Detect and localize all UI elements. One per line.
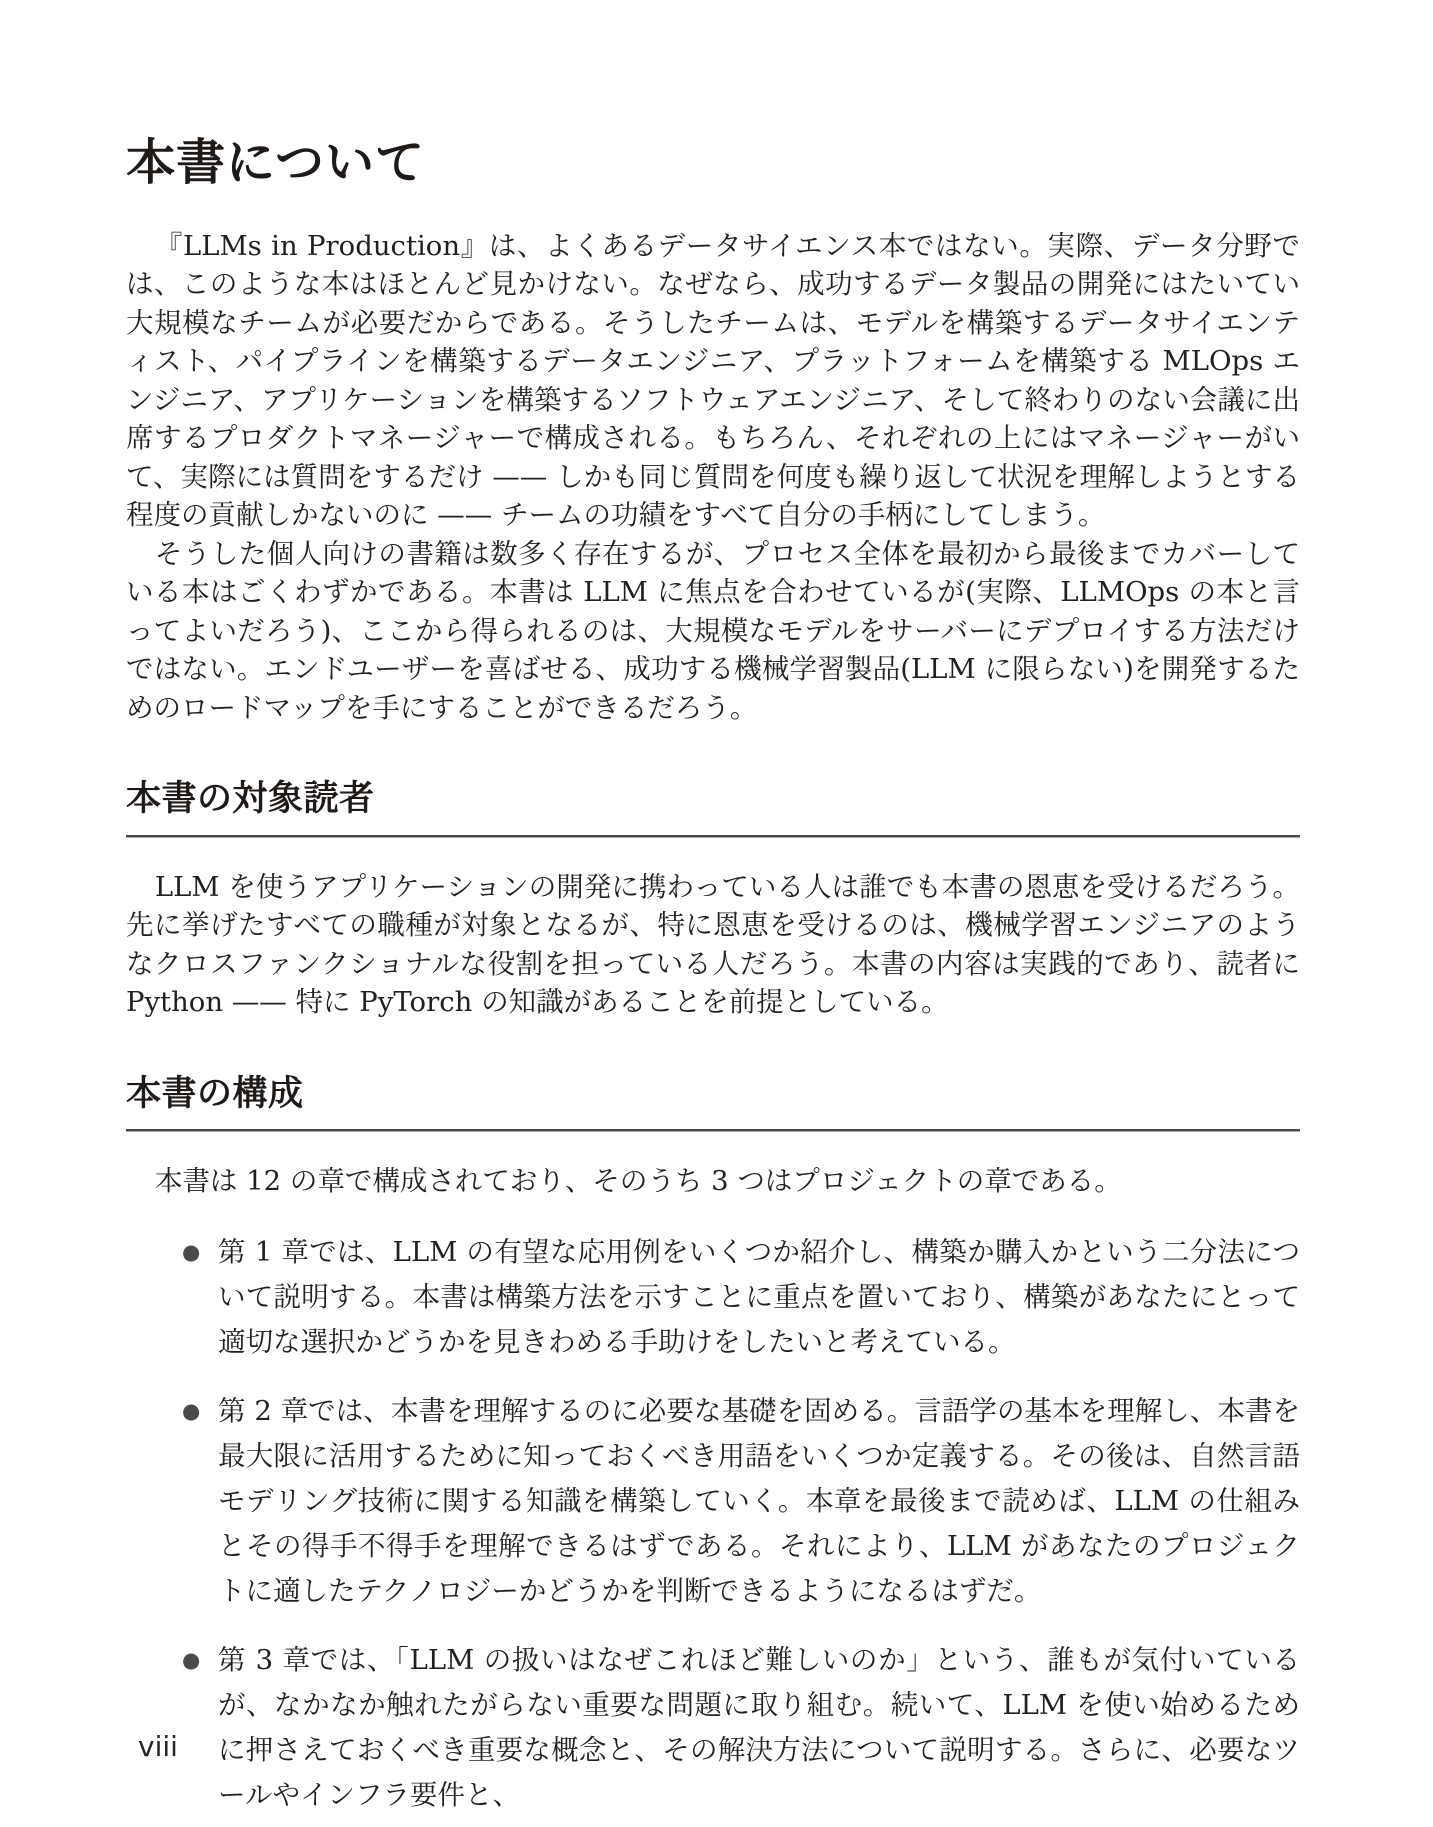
page-title: 本書について <box>126 134 426 191</box>
chapter-2-summary: 第 2 章では、本書を理解するのに必要な基礎を固める。言語学の基本を理解し、本書を最大限に活用するために知っておくべき用語をいくつか定義する。その後は、自然言語モデリング技術に関する知識を構築していく。本章を最後まで読めば、LLM の仕組みとその得手不得手を理解できるはずである。それにより、LLM があなたのプロジェクトに適したテクノロジーかどうかを判断できるようになるはずだ。 <box>218 1395 1300 1608</box>
list-item-chapter-1 <box>126 1230 1300 1365</box>
chapter-summary-list <box>126 1230 1300 1818</box>
bullet-icon: ● <box>182 1240 201 1265</box>
list-item-chapter-2 <box>126 1389 1300 1614</box>
heading-rule <box>126 835 1300 838</box>
intro-paragraph-2: そうした個人向けの書籍は数多く存在するが、プロセス全体を最初から最後までカバーしている本はごくわずかである。本書は LLM に焦点を合わせているが(実際、LLMOps の本と言ってよいだろう)、ここから得られるのは、大規模なモデルをサーバーにデプロイする方法だけではない。エンドユーザーを喜ばせる、成功する機械学習製品(LLM に限らない)を開発するためのロードマップを手にすることができるだろう。 <box>126 537 1300 724</box>
intro-paragraph-1: 『LLMs in Production』は、よくあるデータサイエンス本ではない。実際、データ分野では、このような本はほとんど見かけない。なぜなら、成功するデータ製品の開発にはたいてい大規模なチームが必要だからである。そうしたチームは、モデルを構築するデータサイエンティスト、パイプラインを構築するデータエンジニア、プラットフォームを構築する MLOps エンジニア、アプリケーションを構築するソフトウェアエンジニア、そして終わりのない会議に出席するプロダクトマネージャーで構成される。もちろん、それぞれの上にはマネージャーがいて、実際には質問をするだけ —— しかも同じ質問を何度も繰り返して状況を理解しようとする程度の貢献しかないのに —— チームの功績をすべて自分の手柄にしてしまう。 <box>126 229 1300 532</box>
book-structure-paragraph: 本書は 12 の章で構成されており、そのうち 3 つはプロジェクトの章である。 <box>154 1164 1122 1197</box>
list-item-chapter-3 <box>126 1638 1300 1818</box>
target-readers-paragraph: LLM を使うアプリケーションの開発に携わっている人は誰でも本書の恩恵を受けるだろう。先に挙げたすべての職種が対象となるが、特に恩恵を受けるのは、機械学習エンジニアのようなクロスファンクショナルな役割を担っている人だろう。本書の内容は実践的であり、読者に Python —— 特に PyTorch の知識があることを前提としている。 <box>126 870 1300 1019</box>
bullet-icon: ● <box>182 1648 201 1673</box>
chapter-3-summary: 第 3 章では、「LLM の扱いはなぜこれほど難しいのか」という、誰もが気付いているが、なかなか触れたがらない重要な問題に取り組む。続いて、LLM を使い始めるために押さえておくべき重要な概念と、その解決方法について説明する。さらに、必要なツールやインフラ要件と、 <box>218 1644 1300 1812</box>
section-heading-target-readers: 本書の対象読者 <box>126 779 375 820</box>
chapter-1-summary: 第 1 章では、LLM の有望な応用例をいくつか紹介し、構築か購入かという二分法について説明する。本書は構築方法を示すことに重点を置いており、構築があなたにとって適切な選択かどうかを見きわめる手助けをしたいと考えている。 <box>218 1236 1300 1359</box>
page-number: viii <box>138 1730 178 1763</box>
heading-rule <box>126 1129 1300 1132</box>
section-heading-book-structure: 本書の構成 <box>126 1073 304 1114</box>
bullet-icon: ● <box>182 1399 201 1424</box>
